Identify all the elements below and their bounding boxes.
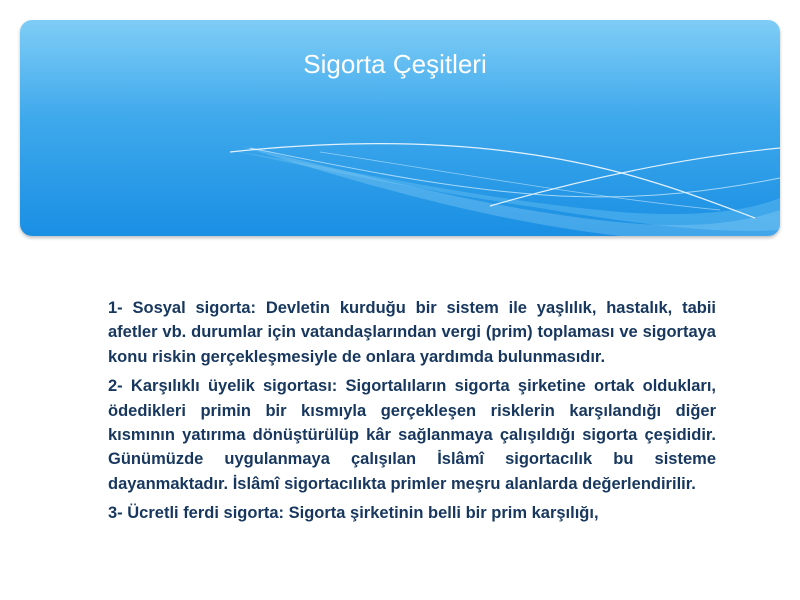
paragraph-mutual-insurance: 2- Karşılıklı üyelik sigortası: Sigortalıların sigorta şirketine ortak oldukları, ödedikleri primin bir kısmıyla gerçekleşen risklerin karşılandığı diğer kısmının yatırıma dönüştürülüp kâr sağlanmaya çalışıldığı sigorta çeşididir. Günümüzde uygulanmaya çalışılan İslâmî sigortacılık bu sisteme dayanmaktadır. İslâmî sigortacılıkta primler meşru alanlarda değerlendirilir. bbox=[108, 377, 716, 493]
slide-title: Sigorta Çeşitleri bbox=[303, 49, 487, 79]
paragraph-social-insurance: 1- Sosyal sigorta: Devletin kurduğu bir sistem ile yaşlılık, hastalık, tabii afetler vb. durumlar için vatandaşlarından vergi (prim) toplaması ve sigortaya konu riskin gerçekleşmesiyle de onlara yardımda bulunmasıdır. bbox=[108, 299, 716, 366]
paragraph-paid-individual-insurance: 3- Ücretli ferdi sigorta: Sigorta şirketinin belli bir prim karşılığı, bbox=[108, 504, 599, 523]
slide-body bbox=[108, 296, 716, 531]
